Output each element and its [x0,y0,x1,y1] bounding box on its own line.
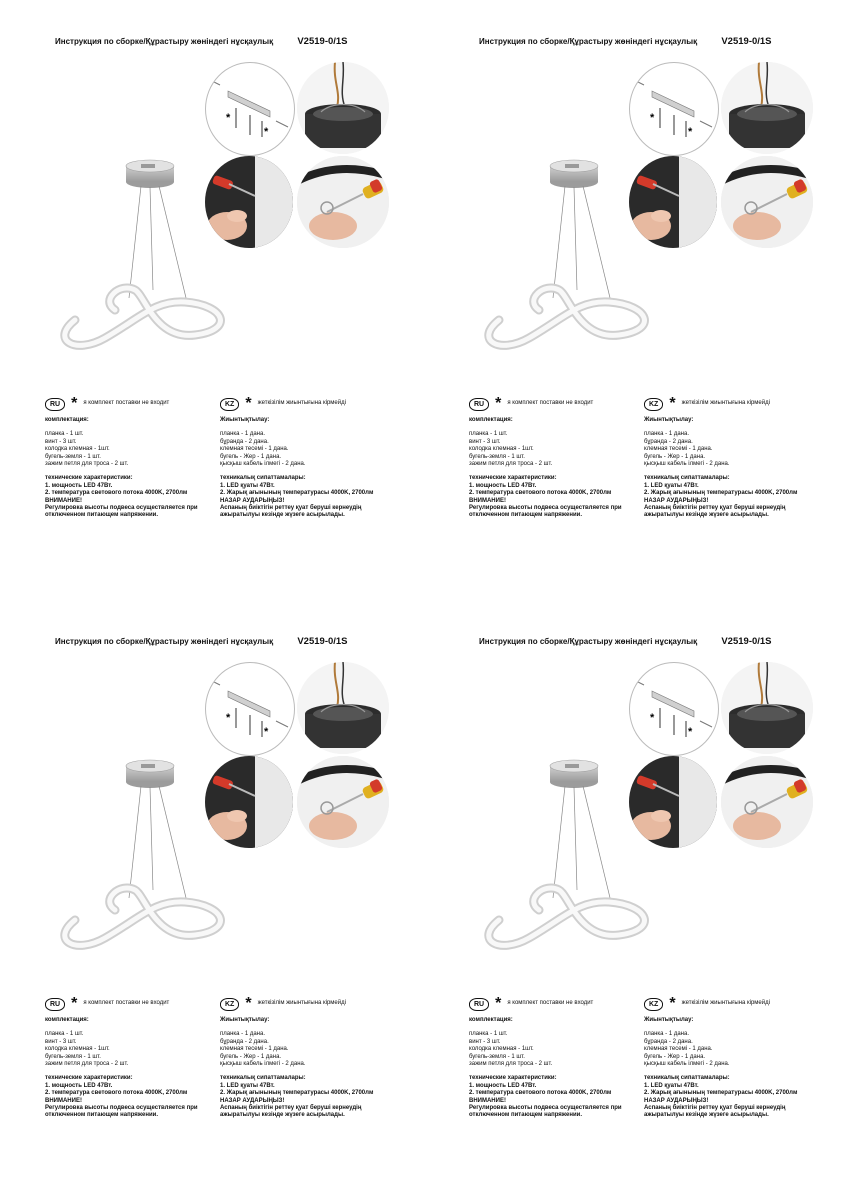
model-number: V2519-0/1S [297,36,348,47]
svg-text:*: * [650,112,655,124]
ru-spec-item: 2. температура светового потока 4000K, 2700лм [469,490,612,497]
screwdriver-photo [205,756,293,848]
kz-spec-title: техникалық сипаттамалары: [220,1075,306,1082]
ru-kit-title: комплектация: [45,417,89,423]
ru-spec-item: 1. мощность LED 47Вт. [469,1082,537,1089]
ru-kit-title: комплектация: [469,1017,513,1023]
kz-warning-title: НАЗАР АУДАРЫҢЫЗ! [644,1097,709,1104]
kz-warning-text: Аспаның биіктігін реттеу қуат беруші кернеудің ажыратылуы кезінде жүзеге асырылады. [644,1105,786,1119]
ru-kit-item: винт - 3 шт. [45,1038,77,1045]
kz-instructions [644,996,819,1120]
ru-warning-text: Регулировка высоты подвеса осуществляется при отключенном питающем напряжении. [469,505,622,519]
ru-flag-badge: RU [469,398,489,411]
kz-spec-title: техникалық сипаттамалары: [220,475,306,482]
model-number: V2519-0/1S [721,36,772,47]
kz-spec-item: 1. LED қуаты 47Вт. [644,482,699,489]
ru-kit-item: бугель-земля - 1 шт. [469,1053,525,1060]
svg-text:*: * [688,126,693,138]
kz-kit-item: бұрандa - 2 дана. [644,438,693,445]
ru-kit-item: винт - 3 шт. [469,438,501,445]
kz-kit-item: клемная тесемі - 1 дана. [220,446,289,453]
bracket-diagram-photo [629,662,719,756]
instruction-title: Инструкция по сборке/Құрастыру жөніндегі нұсқаулық [479,637,698,646]
kz-kit-title: Жиынтықтылау: [220,1017,270,1023]
kz-kit-item: клемная тесемі - 1 дана. [644,446,713,453]
kz-not-included-note: жеткізілім жиынтығына кірмейді [257,400,346,407]
ru-kit-title: комплектация: [45,1017,89,1023]
kz-kit-title: Жиынтықтылау: [220,417,270,423]
ru-not-included-note: я комплект поставки не входит [83,400,170,407]
kz-spec-item: 1. LED қуаты 47Вт. [220,482,275,489]
kz-instructions [220,996,395,1120]
kz-kit-item: қысқыш кабель ілмегі - 2 дана. [644,1061,730,1068]
kz-warning-title: НАЗАР АУДАРЫҢЫЗ! [220,497,285,504]
svg-text:*: * [226,712,231,724]
kz-kit-title: Жиынтықтылау: [644,417,694,423]
model-number: V2519-0/1S [721,636,772,647]
kz-kit-item: планка - 1 дана. [644,431,689,438]
instruction-title: Инструкция по сборке/Құрастыру жөніндегі нұсқаулық [55,637,274,646]
kz-kit-item: бугель - Жер - 1 дана. [220,453,282,460]
kz-not-included-note: жеткізілім жиынтығына кірмейді [257,1000,346,1007]
ru-spec-item: 2. температура светового потока 4000K, 2700лм [45,490,188,497]
ru-kit-item: планка - 1 шт. [45,431,84,438]
kz-flag-badge: KZ [644,398,663,411]
wire-connection-photo [721,756,813,848]
ru-kit-item: зажим петля для троса - 2 шт. [469,1061,553,1068]
ru-spec-item: 1. мощность LED 47Вт. [45,1082,113,1089]
ru-kit-item: колодка клемная - 1шт. [45,1046,110,1053]
kz-kit-item: планка - 1 дана. [220,431,265,438]
kz-warning-title: НАЗАР АУДАРЫҢЫЗ! [644,497,709,504]
wire-connection-photo [721,156,813,248]
canopy-wiring-photo [721,662,813,754]
ru-kit-item: колодка клемная - 1шт. [469,446,534,453]
svg-text:*: * [264,126,269,138]
ru-not-included-note: я комплект поставки не входит [83,1000,170,1007]
kz-kit-item: клемная тесемі - 1 дана. [644,1046,713,1053]
model-number: V2519-0/1S [297,636,348,647]
ru-kit-item: планка - 1 шт. [469,1031,508,1038]
kz-kit-item: бұрандa - 2 дана. [220,1038,269,1045]
screwdriver-photo [629,156,717,248]
ru-warning-title: ВНИМАНИЕ! [469,497,506,504]
ru-kit-item: винт - 3 шт. [469,1038,501,1045]
ru-spec-title: технические характеристики: [45,475,133,482]
instruction-header [479,636,772,647]
svg-text:*: * [650,712,655,724]
instruction-header [55,36,348,47]
asterisk-icon: * [495,995,502,1012]
wire-connection-photo [297,756,389,848]
bracket-diagram-photo [629,62,719,156]
ru-flag-badge: RU [469,998,489,1011]
ru-warning-text: Регулировка высоты подвеса осуществляется при отключенном питающем напряжении. [469,1105,622,1119]
ru-spec-title: технические характеристики: [45,1075,133,1082]
kz-not-included-note: жеткізілім жиынтығына кірмейді [681,400,770,407]
ru-warning-text: Регулировка высоты подвеса осуществляется при отключенном питающем напряжении. [45,505,198,519]
kz-kit-item: планка - 1 дана. [220,1031,265,1038]
ru-kit-item: бугель-земля - 1 шт. [469,453,525,460]
screwdriver-photo [205,156,293,248]
kz-kit-item: бұрандa - 2 дана. [644,1038,693,1045]
kz-warning-text: Аспаның биіктігін реттеу қуат беруші кернеудің ажыратылуы кезінде жүзеге асырылады. [220,505,362,519]
kz-spec-item: 2. Жарық ағынының температурасы 4000K, 2700лм [644,490,798,497]
ru-not-included-note: я комплект поставки не входит [507,1000,594,1007]
kz-warning-text: Аспаның биіктігін реттеу қуат беруші кернеудің ажыратылуы кезінде жүзеге асырылады. [220,1105,362,1119]
canopy-wiring-photo [721,62,813,154]
asterisk-icon: * [669,995,676,1012]
ru-kit-item: зажим петля для троса - 2 шт. [469,461,553,468]
wire-connection-photo [297,156,389,248]
ru-warning-title: ВНИМАНИЕ! [469,1097,506,1104]
ru-instructions [45,996,220,1120]
ru-instructions [469,396,644,520]
ru-not-included-note: я комплект поставки не входит [507,400,594,407]
ru-instructions [45,396,220,520]
asterisk-icon: * [245,995,252,1012]
asterisk-icon: * [71,995,78,1012]
ru-kit-item: бугель-земля - 1 шт. [45,1053,101,1060]
ru-warning-title: ВНИМАНИЕ! [45,1097,82,1104]
ru-kit-item: планка - 1 шт. [469,431,508,438]
kz-spec-item: 2. Жарық ағынының температурасы 4000K, 2700лм [220,1090,374,1097]
kz-spec-item: 2. Жарық ағынының температурасы 4000K, 2700лм [644,1090,798,1097]
asterisk-icon: * [245,395,252,412]
ru-warning-text: Регулировка высоты подвеса осуществляется при отключенном питающем напряжении. [45,1105,198,1119]
kz-kit-item: планка - 1 дана. [644,1031,689,1038]
ru-kit-title: комплектация: [469,417,513,423]
ru-kit-item: зажим петля для троса - 2 шт. [45,461,129,468]
instruction-sheet [0,600,424,1200]
kz-kit-item: бугель - Жер - 1 дана. [220,1053,282,1060]
kz-spec-item: 1. LED қуаты 47Вт. [220,1082,275,1089]
kz-kit-item: қысқыш кабель ілмегі - 2 дана. [220,1061,306,1068]
bracket-diagram-photo [205,62,295,156]
ru-flag-badge: RU [45,398,65,411]
ru-kit-item: винт - 3 шт. [45,438,77,445]
asterisk-icon: * [71,395,78,412]
instruction-sheet [0,0,424,600]
ru-spec-title: технические характеристики: [469,475,557,482]
kz-spec-item: 1. LED қуаты 47Вт. [644,1082,699,1089]
kz-flag-badge: KZ [644,998,663,1011]
ru-spec-item: 2. температура светового потока 4000K, 2700лм [469,1090,612,1097]
kz-spec-item: 2. Жарық ағынының температурасы 4000K, 2700лм [220,490,374,497]
svg-text:*: * [226,112,231,124]
ru-instructions [469,996,644,1120]
kz-not-included-note: жеткізілім жиынтығына кірмейді [681,1000,770,1007]
instruction-sheet [424,600,848,1200]
instruction-header [55,636,348,647]
svg-text:*: * [688,726,693,738]
ru-kit-item: зажим петля для троса - 2 шт. [45,1061,129,1068]
ru-spec-item: 1. мощность LED 47Вт. [45,482,113,489]
kz-warning-title: НАЗАР АУДАРЫҢЫЗ! [220,1097,285,1104]
kz-spec-title: техникалық сипаттамалары: [644,475,730,482]
instruction-title: Инструкция по сборке/Құрастыру жөніндегі нұсқаулық [479,37,698,46]
ru-spec-item: 1. мощность LED 47Вт. [469,482,537,489]
kz-spec-title: техникалық сипаттамалары: [644,1075,730,1082]
kz-kit-item: бұрандa - 2 дана. [220,438,269,445]
canopy-wiring-photo [297,662,389,754]
kz-warning-text: Аспаның биіктігін реттеу қуат беруші кернеудің ажыратылуы кезінде жүзеге асырылады. [644,505,786,519]
kz-flag-badge: KZ [220,998,239,1011]
ru-kit-item: бугель-земля - 1 шт. [45,453,101,460]
ru-spec-item: 2. температура светового потока 4000K, 2700лм [45,1090,188,1097]
ru-kit-item: колодка клемная - 1шт. [45,446,110,453]
ru-flag-badge: RU [45,998,65,1011]
kz-kit-item: клемная тесемі - 1 дана. [220,1046,289,1053]
instruction-sheet [424,0,848,600]
instruction-title: Инструкция по сборке/Құрастыру жөніндегі нұсқаулық [55,37,274,46]
asterisk-icon: * [669,395,676,412]
kz-flag-badge: KZ [220,398,239,411]
ru-spec-title: технические характеристики: [469,1075,557,1082]
svg-text:*: * [264,726,269,738]
bracket-diagram-photo [205,662,295,756]
kz-kit-item: бугель - Жер - 1 дана. [644,1053,706,1060]
kz-instructions [644,396,819,520]
asterisk-icon: * [495,395,502,412]
ru-warning-title: ВНИМАНИЕ! [45,497,82,504]
canopy-wiring-photo [297,62,389,154]
kz-kit-title: Жиынтықтылау: [644,1017,694,1023]
instruction-header [479,36,772,47]
kz-instructions [220,396,395,520]
ru-kit-item: колодка клемная - 1шт. [469,1046,534,1053]
kz-kit-item: қысқыш кабель ілмегі - 2 дана. [644,461,730,468]
ru-kit-item: планка - 1 шт. [45,1031,84,1038]
screwdriver-photo [629,756,717,848]
kz-kit-item: қысқыш кабель ілмегі - 2 дана. [220,461,306,468]
kz-kit-item: бугель - Жер - 1 дана. [644,453,706,460]
